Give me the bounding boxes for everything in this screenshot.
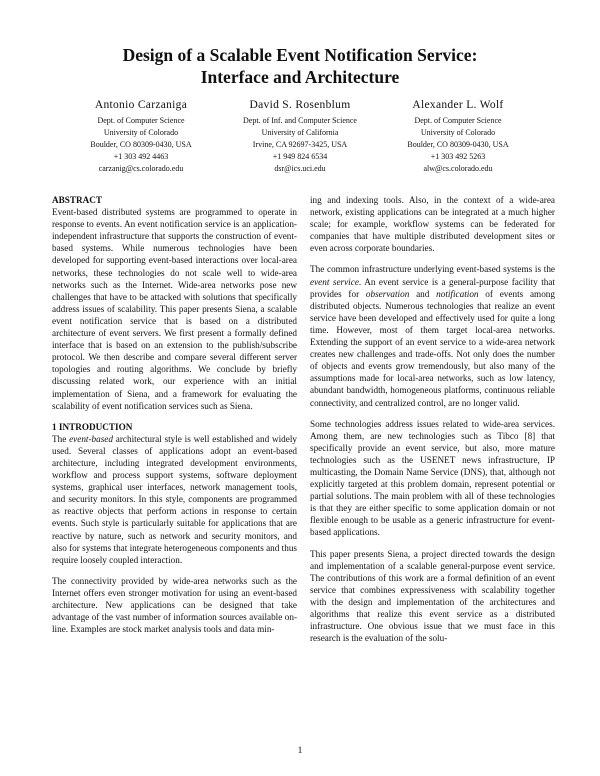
title-line-1: Design of a Scalable Event Notification Service:: [122, 45, 478, 65]
intro-paragraph-2-start: The connectivity provided by wide-area networks such as the Internet offers even stronger motivation for using an event-based architecture. New applications can be designed that take advantage of the vast number of information sources available on-line. Examples are stock market analysis tools and data min-: [52, 575, 297, 635]
author-inst: University of Colorado: [420, 128, 496, 137]
right-column: [310, 194, 555, 653]
author-dept: Dept. of Computer Science: [414, 116, 502, 125]
abstract-text: Event-based distributed systems are programmed to operate in response to events. An event notification service is an application-independent infrastructure that supports the construction of event-based systems. While numerous technologies have been developed for supporting event-based interactions over local-area networks, these technologies do not scale well to wide-area networks such as the Internet. Wide-area networks pose new challenges that have to be attacked with solutions that specifically address issues of scalability. This paper presents Siena, a scalable event notification service that is based on a distributed architecture of event servers. We first present a formally defined interface that is based on an extension to the publish/subscribe protocol. We then describe and compare several different server topologies and routing algorithms. We conclude by briefly discussing related work, our experience with an initial implementation of Siena, and a framework for evaluating the scalability of event notification services such as Siena.: [52, 207, 297, 411]
left-column: [52, 194, 297, 644]
intro-paragraph-5: This paper presents Siena, a project directed towards the design and implementation of a scalable general-purpose event service. The contributions of this work are a formal definition of an event service that combines expressiveness with scalability together with the design and implementation of the architectures and algorithms that realize this event service as a distributed infrastructure. One obvious issue that we must face in this research is the evaluation of the solu-: [310, 548, 555, 644]
abstract-heading: ABSTRACT: [52, 195, 103, 205]
author-email: dsr@ics.uci.edu: [274, 164, 326, 173]
author-email: carzanig@cs.colorado.edu: [98, 164, 184, 173]
author-inst: University of Colorado: [103, 128, 179, 137]
author-name: Alexander L. Wolf: [412, 99, 504, 111]
author-1: [51, 98, 231, 175]
title-line-2: Interface and Architecture: [200, 67, 400, 87]
intro-paragraph-4: Some technologies address issues related to wide-area services. Among them, are new technologies such as Tibco [8] that specifically provide an event service, but also, more mature technologies such as the USENET news infrastructure, IP multicasting, the Domain Name Service (DNS), that, although not explicitly targeted at this problem domain, represent potential or partial solutions. The main problem with all of these technologies is that they are either specific to some application domain or not flexible enough to be usable as a generic infrastructure for event-based applications.: [310, 418, 555, 538]
author-3: [368, 98, 548, 175]
intro-paragraph-2-end: ing and indexing tools. Also, in the context of a wide-area network, existing applications can be integrated at a much higher scale; for example, workflow systems can be federated for companies that have multiple distributed development sites or even across corporate boundaries.: [310, 195, 555, 254]
author-phone: +1 303 492 5263: [430, 152, 486, 161]
page-number: 1: [297, 746, 303, 756]
author-name: Antonio Carzaniga: [94, 99, 188, 111]
intro-paragraph-1: The event-based architectural style is well established and widely used. Several classes of applications adopt an event-based architecture, including integrated development environments, workflow and process support systems, software deployment systems, graphical user interfaces, network management tools, and security monitors. In this style, components are programmed as reactive objects that perform actions in response to certain events. Such style is particularly suitable for applications that are reactive by nature, such as network and security monitors, and also for systems that integrate heterogeneous components and thus require loosely coupled interaction.: [52, 433, 297, 565]
author-name: David S. Rosenblum: [249, 99, 351, 111]
author-email: alw@cs.colorado.edu: [423, 164, 493, 173]
author-dept: Dept. of Inf. and Computer Science: [243, 116, 357, 125]
introduction-heading: 1 INTRODUCTION: [52, 421, 133, 432]
author-dept: Dept. of Computer Science: [97, 116, 185, 125]
author-2: [210, 98, 390, 175]
author-city: Boulder, CO 80309-0430, USA: [407, 140, 509, 149]
author-inst: University of California: [261, 128, 339, 137]
author-phone: +1 949 824 6534: [272, 152, 328, 161]
author-phone: +1 303 492 4463: [113, 152, 169, 161]
paper-title: [0, 44, 600, 88]
intro-paragraph-3: The common infrastructure underlying event-based systems is the event service. An event service is a general-purpose facility that provides for observation and notification of events among distributed objects. Numerous technologies that realize an event service have been developed and effectively used for quite a long time. However, most of them target local-area networks. Extending the support of an event service to a wide-area network creates new challenges and trade-offs. Not only does the number of objects and events grow tremendously, but also many of the assumptions made for local-area networks, such as low latency, abundant bandwidth, homogeneous platforms, continuous reliable connectivity, and centralized control, are no longer valid.: [310, 264, 555, 408]
author-city: Irvine, CA 92697-3425, USA: [252, 140, 348, 149]
author-city: Boulder, CO 80309-0430, USA: [90, 140, 192, 149]
